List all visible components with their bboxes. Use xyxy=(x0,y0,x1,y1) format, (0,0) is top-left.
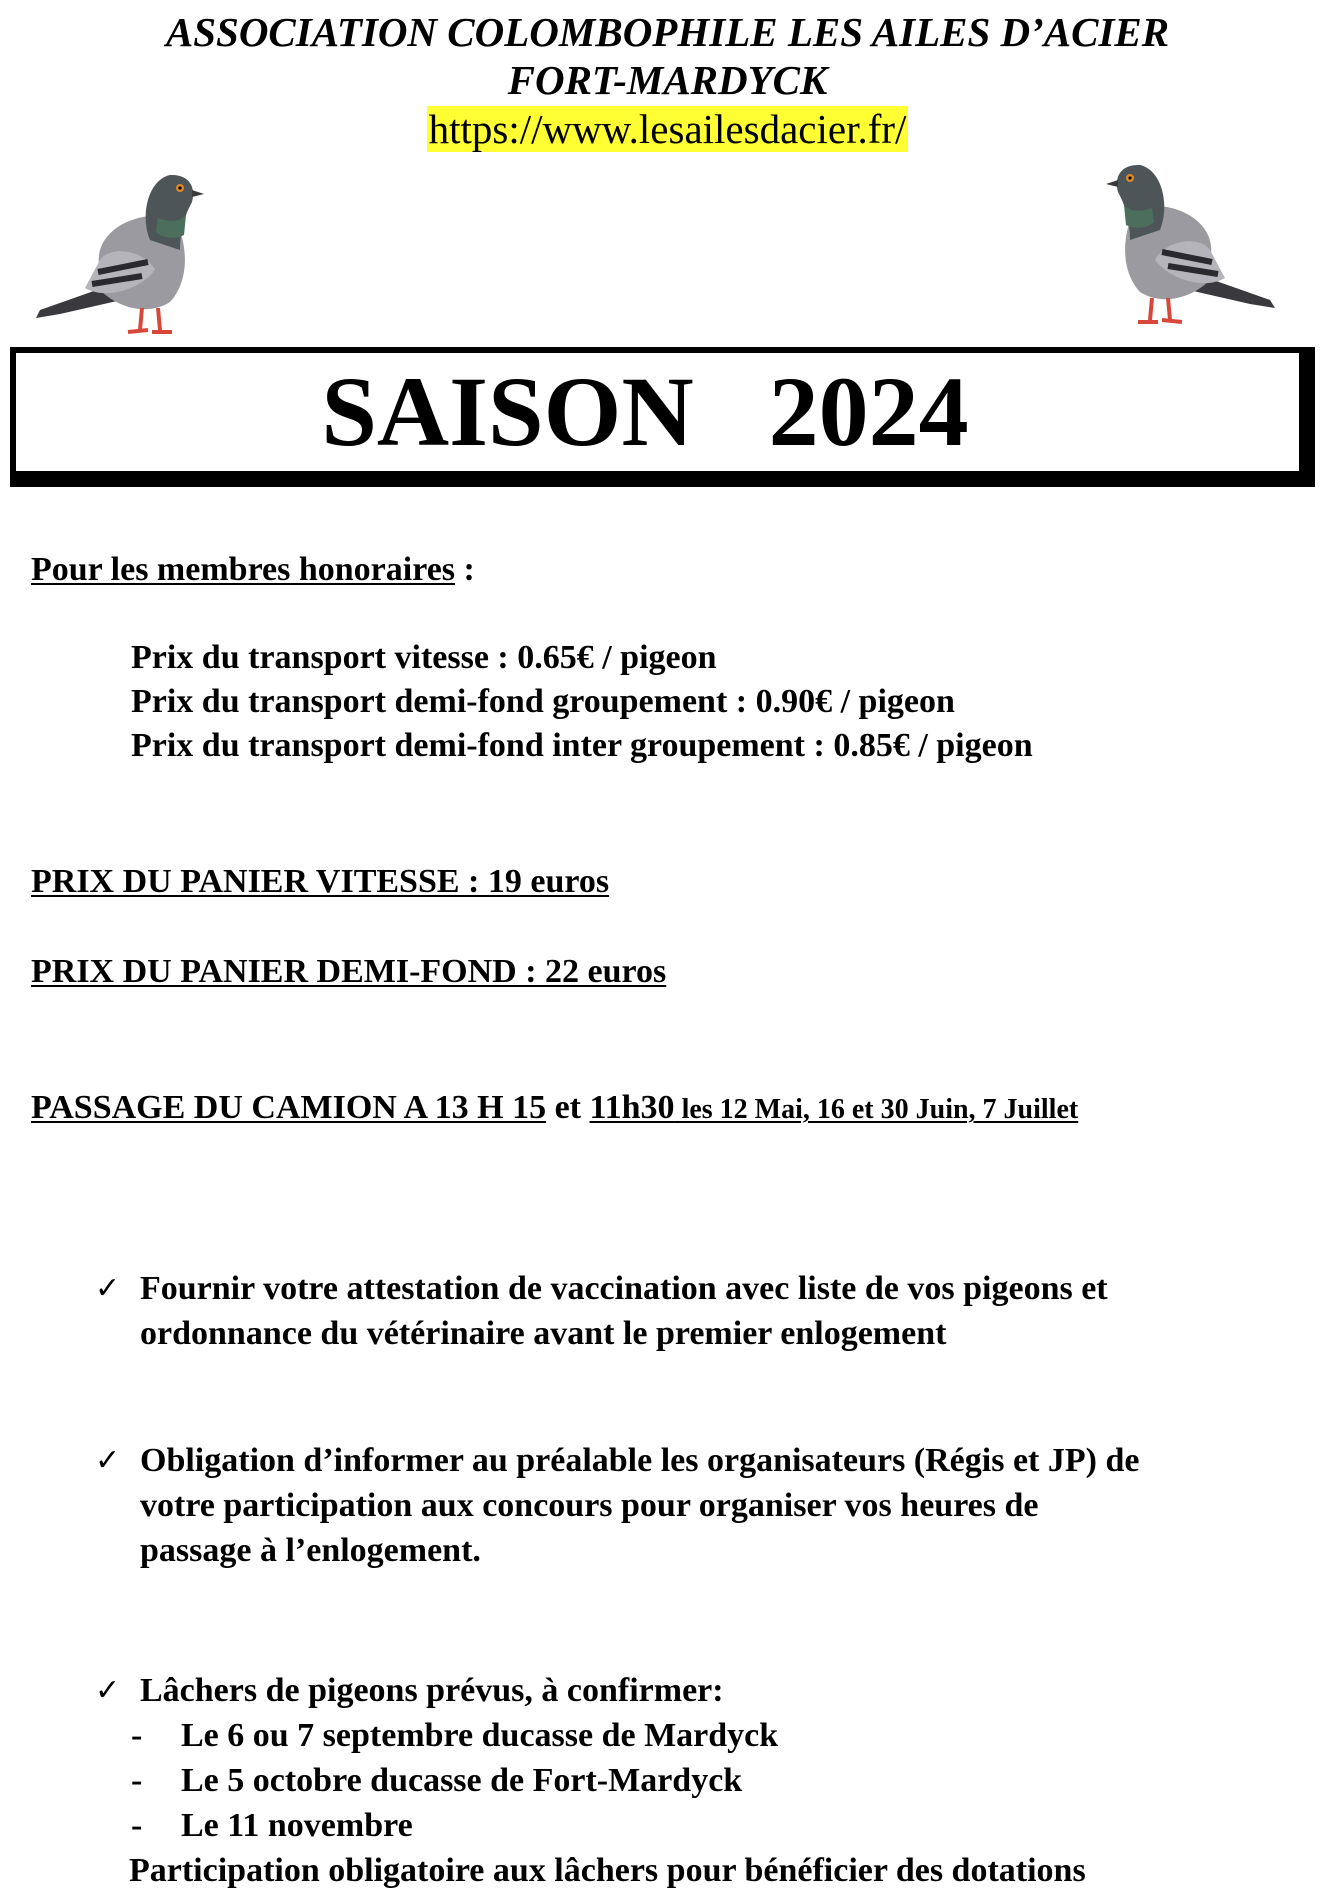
list-dash: - xyxy=(131,1762,143,1799)
document-header xyxy=(0,8,1335,154)
vaccination-line-2: ordonnance du vétérinaire avant le premier enlogement xyxy=(140,1315,947,1352)
truck-connector: et xyxy=(546,1089,590,1126)
truck-time-main: PASSAGE DU CAMION A 13 H 15 xyxy=(31,1089,547,1126)
basket-price-demi-fond xyxy=(31,950,666,994)
checkmark-icon: ✓ xyxy=(95,1271,121,1306)
lachers-title: Lâchers de pigeons prévus, à confirmer: xyxy=(140,1672,724,1709)
transport-price-vitesse: Prix du transport vitesse : 0.65€ / pigeon xyxy=(131,639,717,676)
website-line xyxy=(0,104,1335,154)
transport-price-list xyxy=(131,636,1033,768)
basket-price-demi-fond-text: PRIX DU PANIER DEMI-FOND : 22 euros xyxy=(31,953,667,990)
lacher-date-fort-mardyck: Le 5 octobre ducasse de Fort-Mardyck xyxy=(181,1762,743,1799)
organization-name: ASSOCIATION COLOMBOPHILE LES AILES D’ACIER xyxy=(165,9,1170,55)
checkmark-icon: ✓ xyxy=(95,1443,121,1478)
truck-dates: les 12 Mai, 16 et 30 Juin, 7 Juillet xyxy=(674,1094,1079,1125)
obligation-line-2: votre participation aux concours pour organiser vos heures de xyxy=(140,1487,1039,1524)
season-title-box xyxy=(10,347,1315,487)
basket-price-vitesse xyxy=(31,860,609,904)
website-link[interactable]: https://www.lesailesdacier.fr/ xyxy=(428,106,907,152)
truck-schedule xyxy=(31,1086,1078,1132)
honorary-members-colon: : xyxy=(455,551,475,588)
vaccination-text xyxy=(140,1266,1108,1356)
participation-notice: Participation obligatoire aux lâchers pour bénéficier des dotations xyxy=(129,1852,1086,1889)
season-title: SAISON 2024 xyxy=(321,356,969,467)
lacher-date-mardyck: Le 6 ou 7 septembre ducasse de Mardyck xyxy=(181,1717,779,1754)
basket-price-vitesse-text: PRIX DU PANIER VITESSE : 19 euros xyxy=(31,863,610,900)
pigeon-icon xyxy=(1105,150,1280,330)
list-dash: - xyxy=(131,1807,143,1844)
organization-city: FORT-MARDYCK xyxy=(507,57,828,103)
list-dash: - xyxy=(131,1717,143,1754)
honorary-members-label: Pour les membres honoraires xyxy=(31,551,456,588)
lacher-date-novembre: Le 11 novembre xyxy=(181,1807,413,1844)
obligation-text xyxy=(140,1438,1139,1573)
obligation-line-1: Obligation d’informer au préalable les organisateurs (Régis et JP) de xyxy=(140,1442,1140,1479)
pigeon-icon xyxy=(30,160,205,340)
transport-price-demi-fond-groupement: Prix du transport demi-fond groupement : 0.90€ / pigeon xyxy=(131,683,955,720)
vaccination-line-1: Fournir votre attestation de vaccination avec liste de vos pigeons et xyxy=(140,1270,1108,1307)
checkmark-icon: ✓ xyxy=(95,1673,121,1708)
truck-time-alt-hour: 11h30 xyxy=(589,1089,675,1126)
obligation-line-3: passage à l’enlogement. xyxy=(140,1532,481,1569)
transport-price-demi-fond-inter: Prix du transport demi-fond inter groupement : 0.85€ / pigeon xyxy=(131,727,1033,764)
truck-time-alt xyxy=(590,1089,1079,1126)
honorary-members-heading xyxy=(31,548,475,592)
